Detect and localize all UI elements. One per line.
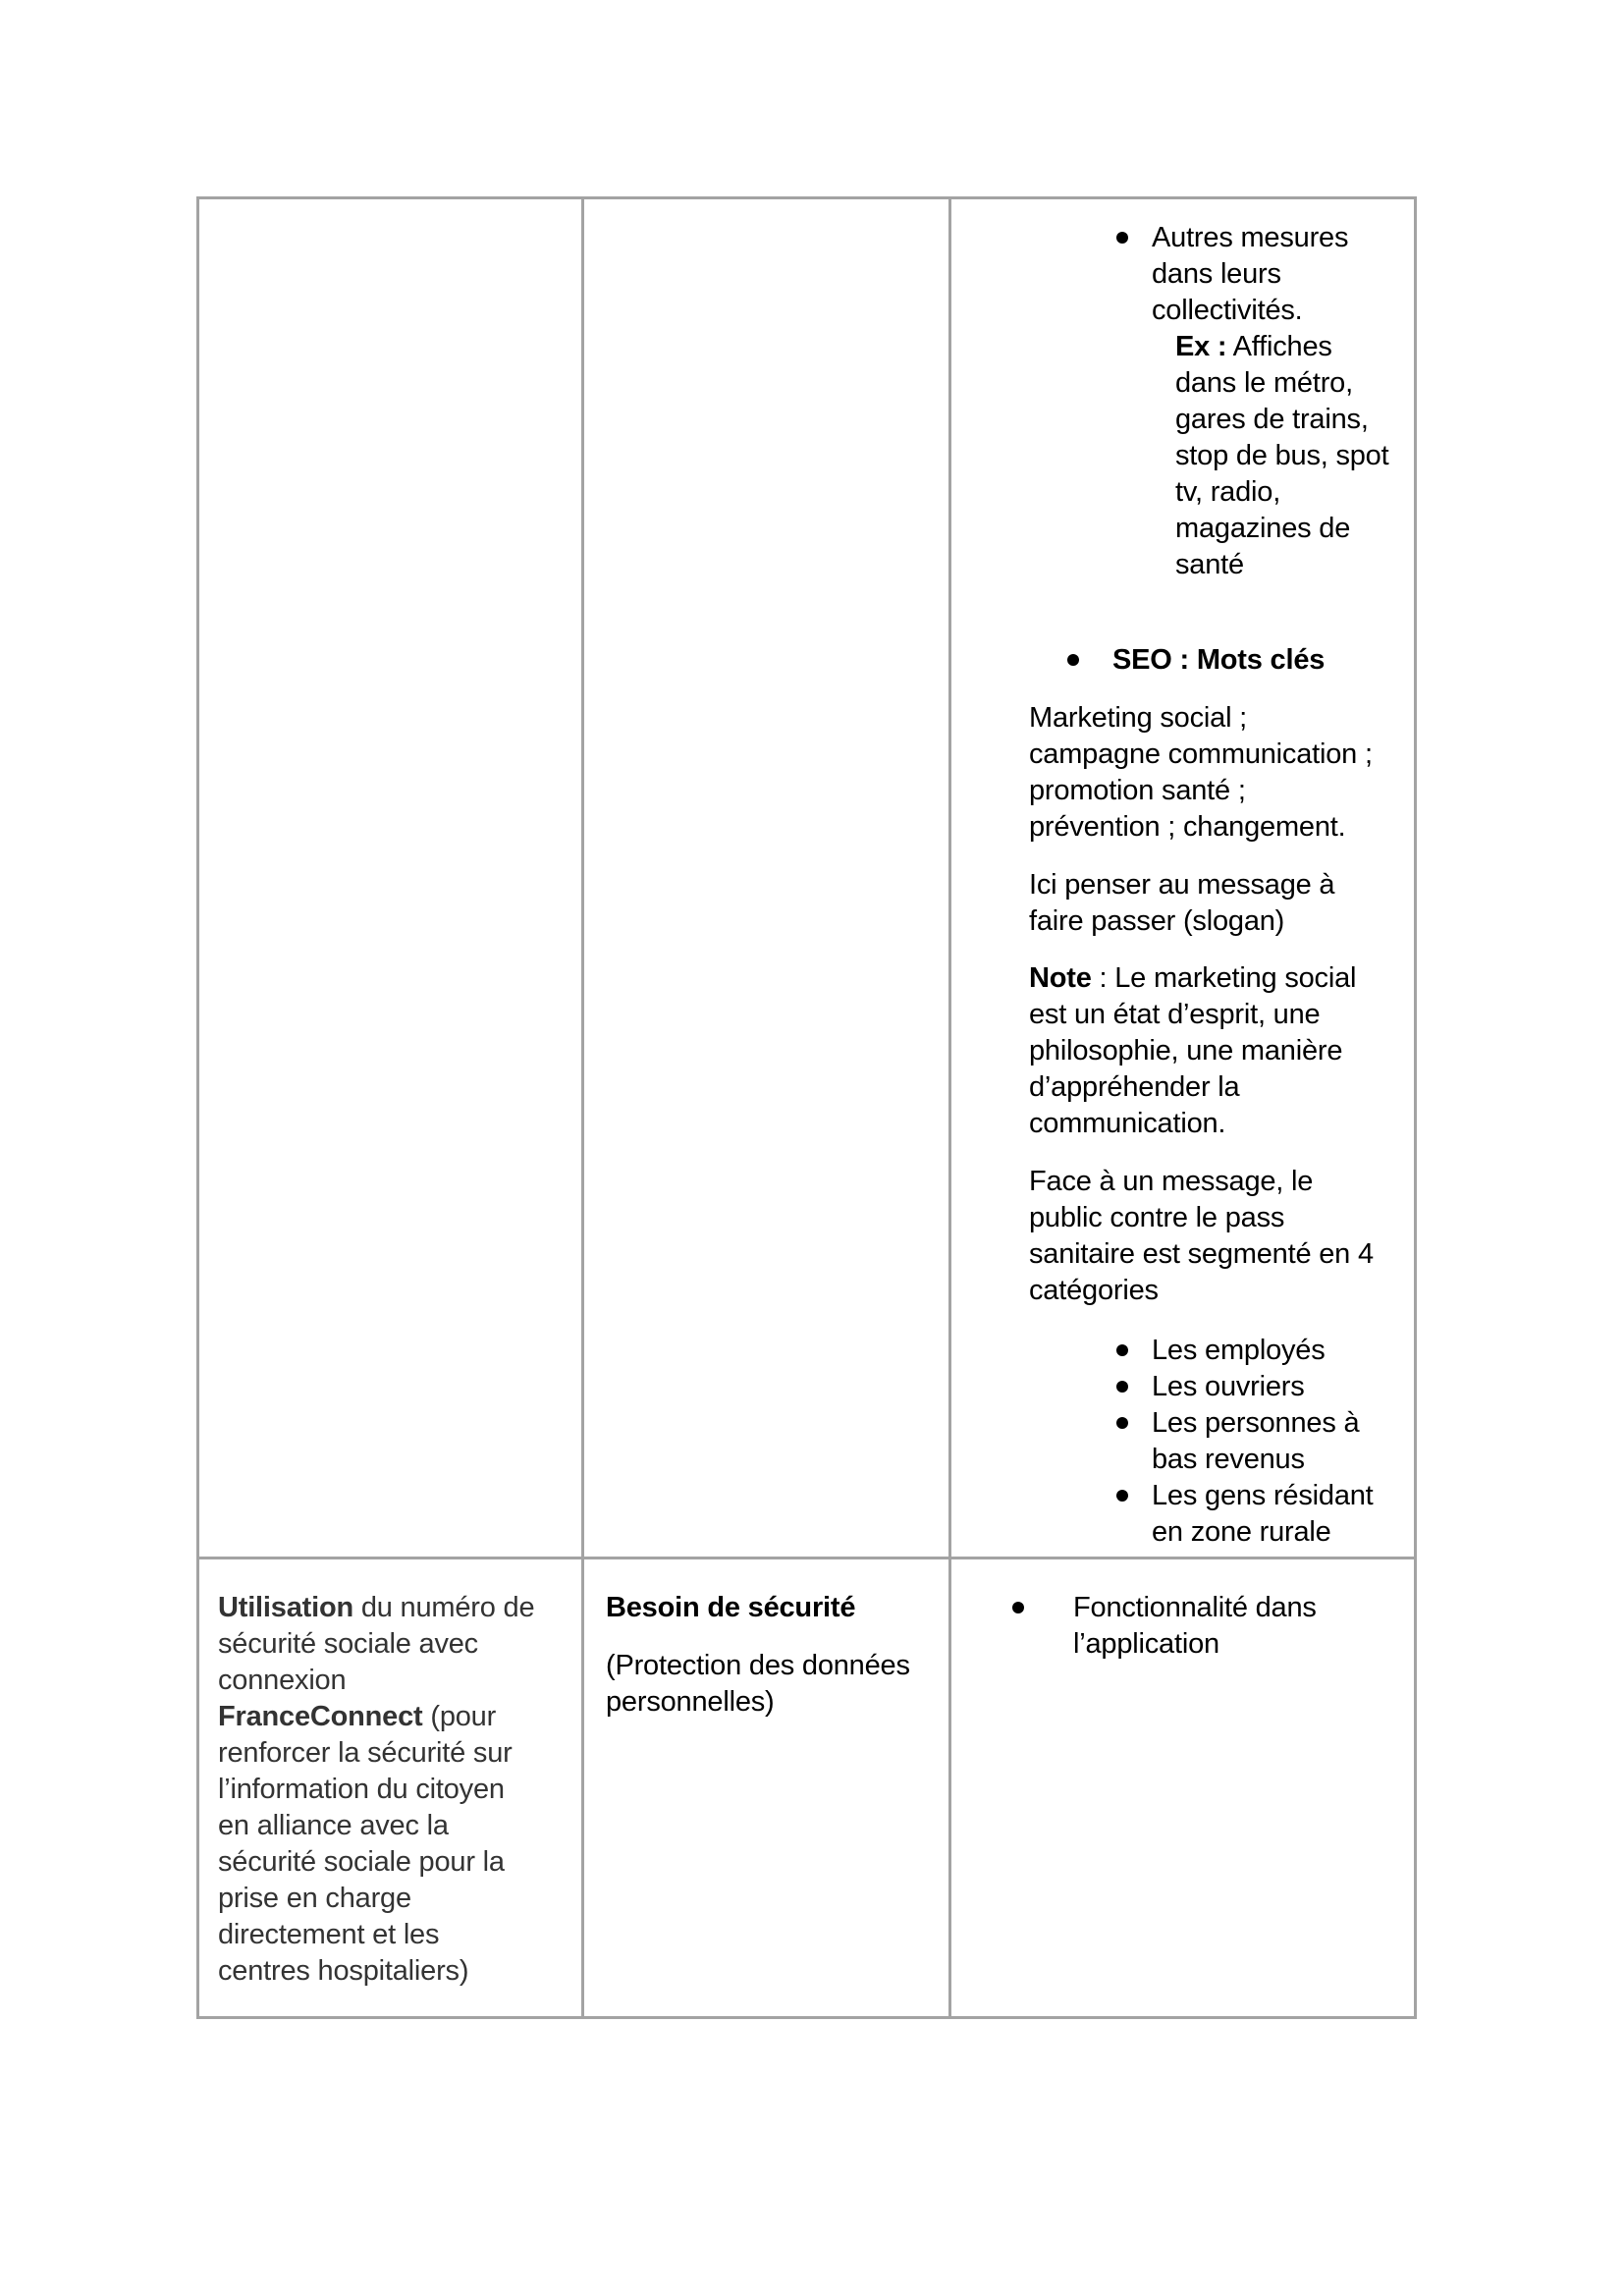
note-paragraph: [1029, 960, 1356, 1142]
segmentation-paragraph: [1029, 1164, 1374, 1309]
bold-term: FranceConnect: [218, 1701, 423, 1732]
bullet-icon: [1012, 1602, 1024, 1613]
row-divider: [196, 1557, 1417, 1559]
text-line: l’application: [1073, 1628, 1219, 1660]
text-line: personnelles): [606, 1686, 775, 1718]
list-item-category: [1152, 1405, 1359, 1478]
column-divider-2: [948, 196, 951, 2019]
row2-col1-cell: [218, 1590, 534, 1990]
text-line: renforcer la sécurité sur: [218, 1737, 513, 1769]
cell-paragraph: [606, 1648, 910, 1721]
text-line: gares de trains,: [1175, 404, 1369, 435]
column-divider-1: [581, 196, 584, 2019]
text-line: en zone rurale: [1152, 1516, 1331, 1548]
examples-block: [1175, 329, 1388, 583]
table-border-top: [196, 196, 1417, 199]
text-line: [218, 1699, 534, 1735]
list-item-category: [1152, 1478, 1374, 1551]
text-line: stop de bus, spot: [1175, 440, 1389, 471]
text-line: d’appréhender la: [1029, 1071, 1240, 1103]
text-line: l’information du citoyen: [218, 1774, 505, 1805]
text-line: communication.: [1029, 1108, 1226, 1139]
ex-label: Ex :: [1175, 331, 1227, 362]
text-line: faire passer (slogan): [1029, 905, 1285, 937]
text-line: Face à un message, le: [1029, 1166, 1314, 1197]
heading-text: Besoin de sécurité: [606, 1592, 856, 1623]
seo-heading-text: SEO : Mots clés: [1112, 644, 1326, 676]
text-line: catégories: [1029, 1275, 1159, 1306]
text-line: collectivités.: [1152, 295, 1303, 326]
cell-heading: [606, 1590, 855, 1626]
text-line: Autres mesures: [1152, 222, 1349, 253]
text-line: philosophie, une manière: [1029, 1035, 1343, 1066]
text-line: campagne communication ;: [1029, 738, 1373, 770]
text-line: [218, 1590, 534, 1626]
bullet-icon: [1116, 1417, 1128, 1429]
text-line: est un état d’esprit, une: [1029, 999, 1321, 1030]
text-line: Les gens résidant: [1152, 1480, 1374, 1511]
text-line: promotion santé ;: [1029, 775, 1246, 806]
text-line: prise en charge: [218, 1883, 411, 1914]
text-span: du numéro de: [352, 1592, 535, 1623]
list-item-feature: [1073, 1590, 1317, 1663]
text-line: santé: [1175, 549, 1244, 580]
text-line: (Protection des données: [606, 1650, 910, 1681]
text-line: Les employés: [1152, 1335, 1326, 1366]
table-border-left: [196, 196, 199, 2019]
text-line: en alliance avec la: [218, 1810, 449, 1841]
list-item-autres-mesures: [1152, 220, 1348, 329]
text-span: Affiches: [1226, 331, 1332, 362]
bold-term: Utilisation: [218, 1592, 353, 1623]
text-line: dans leurs: [1152, 258, 1281, 290]
list-item-category: [1152, 1333, 1326, 1369]
text-line: [1175, 329, 1388, 365]
text-line: [1029, 960, 1356, 997]
list-item-category: [1152, 1369, 1305, 1405]
table-border-right: [1414, 196, 1417, 2019]
text-line: centres hospitaliers): [218, 1955, 469, 1987]
text-line: connexion: [218, 1665, 347, 1696]
text-line: public contre le pass: [1029, 1202, 1285, 1233]
text-line: sanitaire est segmenté en 4: [1029, 1238, 1374, 1270]
text-line: directement et les: [218, 1919, 440, 1950]
text-span: : Le marketing social: [1091, 962, 1357, 994]
bullet-icon: [1116, 232, 1128, 244]
text-line: Fonctionnalité dans: [1073, 1592, 1317, 1623]
seo-heading: [1112, 642, 1325, 679]
text-span: (pour: [422, 1701, 497, 1732]
bullet-icon: [1116, 1381, 1128, 1393]
keywords-paragraph: [1029, 700, 1373, 846]
text-line: sécurité sociale avec: [218, 1628, 478, 1660]
text-line: prévention ; changement.: [1029, 811, 1346, 843]
text-line: Les personnes à: [1152, 1407, 1360, 1439]
table-border-bottom: [196, 2016, 1417, 2019]
bullet-icon: [1067, 654, 1079, 666]
text-line: Ici penser au message à: [1029, 869, 1335, 901]
bullet-icon: [1116, 1490, 1128, 1502]
note-label: Note: [1029, 962, 1092, 994]
slogan-paragraph: [1029, 867, 1334, 940]
text-line: Les ouvriers: [1152, 1371, 1305, 1402]
text-line: Marketing social ;: [1029, 702, 1248, 734]
text-line: dans le métro,: [1175, 367, 1353, 399]
text-line: bas revenus: [1152, 1444, 1305, 1475]
bullet-icon: [1116, 1344, 1128, 1356]
text-line: tv, radio,: [1175, 476, 1281, 508]
text-line: sécurité sociale pour la: [218, 1846, 505, 1878]
text-line: magazines de: [1175, 513, 1351, 544]
